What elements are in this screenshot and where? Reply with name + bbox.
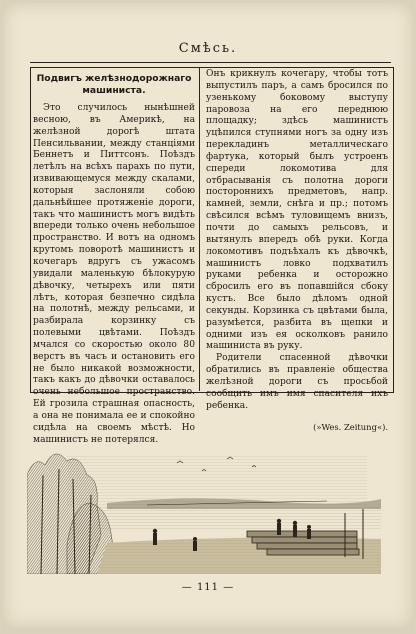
article-paragraph: Онъ крикнулъ кочегару, чтобы тотъ выпустилъ паръ, а самъ бросился по узенькому боковому выступу паровоза на его переднюю площадку; здѣсь машинистъ уцѣпился ступнями ногъ за одну изъ перекладинъ металлическаго фартука, который былъ устроенъ спереди локомотива для отбрасыванія съ полотна дороги постороннихъ предметовъ, напр. камней, земли, снѣга и пр.; потомъ свѣсился всѣмъ туловищемъ внизъ, почти до самыхъ рельсовъ, и вытянулъ впередъ обѣ руки. Когда локомотивъ подъѣхалъ къ дѣвочкѣ, машинистъ ловко подхватилъ руками ребенка и осторожно сбросилъ его въ попавшійся сбоку кустъ. Все было дѣломъ одной секунды. Корзинка съ цвѣтами была, разумѣется, разбита въ щепки и одними изъ ея осколковъ ранило машиниста въ руку. xyxy=(206,69,388,352)
header-rule xyxy=(30,62,391,63)
article-paragraph: Это случилось нынѣшней весною, въ Америкѣ, на желѣзной дорогѣ штата Пенсильвании, между станціями Беннетъ и Питтсонъ. Поѣздъ летѣлъ на всѣхъ парахъ по пути, извивающемуся между скалами, которыя заслоняли собою дальнѣйшее протяженіе дороги, такъ что машинистъ могъ видѣть впереди только очень небольшое пространство. И вотъ на одномъ крутомъ поворотѣ машинистъ и кочегаръ вдругъ съ ужасомъ увидали маленькую бѣлокурую дѣвочку, четырехъ или пяти лѣтъ, которая безпечно сидѣла на полотнѣ, между рельсами, и разбирала корзинку съ полевыми цвѣтами. Поѣздъ мчался со скоростью около 80 верстъ въ часъ и остановить его не было никакой возможности, такъ какъ до дѣвочки оставалось очень небольшое пространство. Ей грозила страшная опасность, а она не понимала ее и спокойно сидѣла на своемъ мѣстѣ. Но машинистъ не потерялся. xyxy=(33,103,195,445)
running-header: Смѣсь. xyxy=(178,41,238,56)
article-source: (»Wes. Zeitung«). xyxy=(313,422,388,433)
page xyxy=(3,3,413,628)
right-column xyxy=(206,69,388,434)
article-paragraph: Родители спасенной дѣвочки обратились въ правленіе общества желѣзной дороги съ просьбой сообщить имъ имя спасителя ихъ ребенка. xyxy=(206,353,388,411)
engraving-illustration xyxy=(27,435,381,574)
left-column xyxy=(33,69,195,446)
page-number: — 111 — xyxy=(181,582,235,593)
column-divider xyxy=(199,67,200,391)
article-title: Подвигъ желѣзнодорожнаго машиниста. xyxy=(36,73,192,96)
